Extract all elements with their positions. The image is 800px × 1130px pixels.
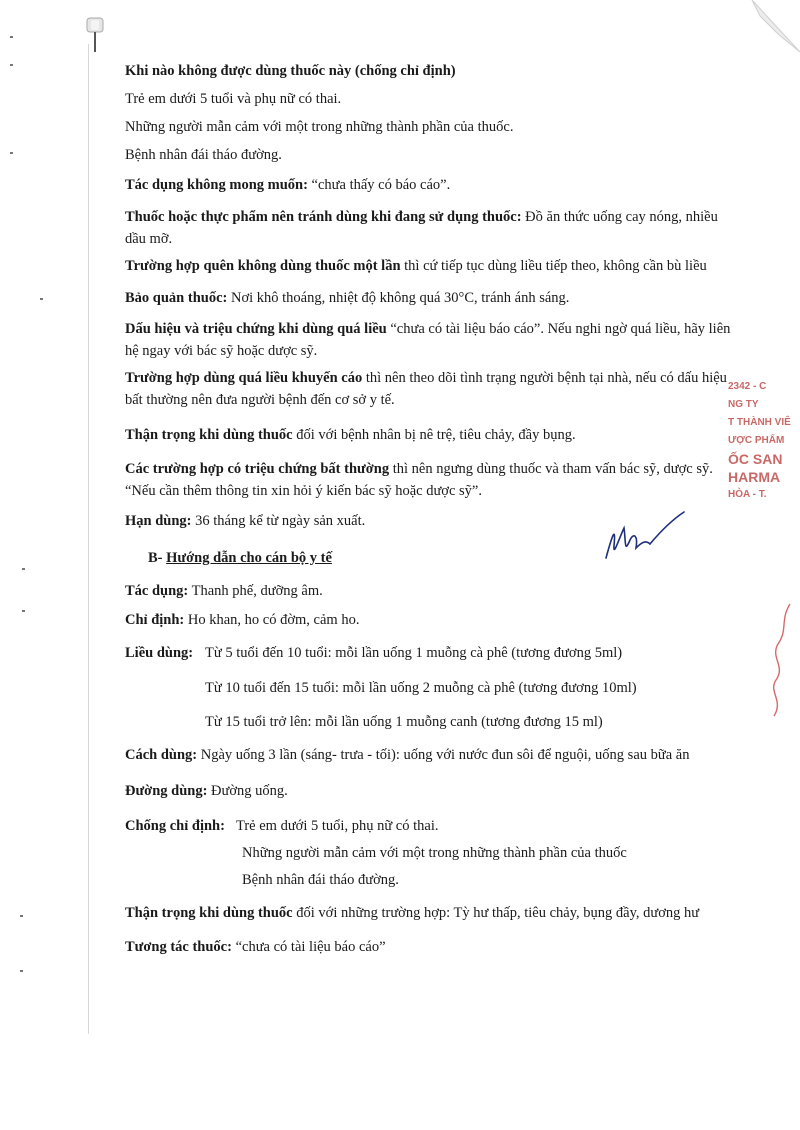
expiry-paragraph: Hạn dùng: 36 tháng kể từ ngày sản xuất. [125, 513, 366, 529]
stamp-text: ƯỢC PHẨM [728, 435, 785, 446]
overdose-signs-paragraph: Dấu hiệu và triệu chứng khi dùng quá liều “chưa có tài liệu báo cáo”. Nếu nghi ngờ quá liều, hãy liên hệ ngay với bác sỹ hoặc dược sỹ. [125, 321, 731, 359]
route-paragraph: Đường dùng: Đường uống. [125, 783, 288, 799]
abnormal-paragraph: Các trường hợp có triệu chứng bất thường thì nên ngưng dùng thuốc và tham vấn bác sỹ, dược sỹ. “Nếu cần thêm thông tin xin hỏi ý kiến bác sỹ hoặc dược sỹ”. [125, 461, 713, 499]
caution-paragraph: Thận trọng khi dùng thuốc đối với bệnh nhân bị nê trệ, tiêu chảy, đầy bụng. [125, 427, 576, 443]
scan-speck [10, 36, 13, 38]
stamp-text: ỐC SAN [728, 451, 783, 467]
handwritten-signature [598, 506, 688, 566]
usage-paragraph: Cách dùng: Ngày uống 3 lần (sáng- trưa - tối): uống với nước đun sôi để nguội, uống sau bữa ăn [125, 747, 690, 763]
scan-speck [10, 152, 13, 154]
scan-speck [10, 64, 13, 66]
stamp-text: HARMA [728, 469, 781, 485]
scan-speck [22, 568, 25, 570]
pushpin-icon [84, 16, 108, 56]
contra-line: Bệnh nhân đái tháo đường. [242, 872, 399, 888]
contraindication-line: Bệnh nhân đái tháo đường. [125, 147, 282, 163]
contraindication-heading: Khi nào không được dùng thuốc này (chống chỉ định) [125, 63, 456, 79]
dosage-line: Từ 5 tuổi đến 10 tuổi: mỗi lần uống 1 muỗng cà phê (tương đương 5ml) [205, 645, 623, 661]
stamp-text: T THÀNH VIÊ [728, 417, 791, 428]
section-b-heading: B- Hướng dẫn cho cán bộ y tế [148, 550, 332, 566]
caution-b-paragraph: Thận trọng khi dùng thuốc đối với những trường hợp: Tỳ hư thấp, tiêu chảy, bụng đầy, dương hư [125, 905, 700, 921]
contraindication-line: Những người mẫn cảm với một trong những thành phần của thuốc. [125, 119, 514, 135]
stamp-text: HÒA - T. [728, 489, 767, 500]
contraindication-line: Trẻ em dưới 5 tuổi và phụ nữ có thai. [125, 91, 342, 107]
scan-speck [22, 610, 25, 612]
scan-speck [40, 298, 43, 300]
storage-paragraph: Bảo quản thuốc: Nơi khô thoáng, nhiệt độ không quá 30°C, tránh ánh sáng. [125, 290, 570, 306]
indication-paragraph: Chỉ định: Ho khan, ho có đờm, cảm ho. [125, 612, 360, 628]
avoid-paragraph: Thuốc hoặc thực phẩm nên tránh dùng khi đang sử dụng thuốc: Đồ ăn thức uống cay nóng, nhiều dầu mỡ. [125, 209, 718, 247]
company-stamp [728, 378, 800, 538]
stamp-text: NG TY [728, 399, 759, 410]
stamp-text: 2342 - C [728, 381, 767, 392]
interaction-paragraph: Tương tác thuốc: “chưa có tài liệu báo cáo” [125, 939, 386, 955]
dosage-label: Liều dùng: [125, 645, 194, 661]
missed-dose-paragraph: Trường hợp quên không dùng thuốc một lần thì cứ tiếp tục dùng liều tiếp theo, không cần bù liều [125, 258, 707, 274]
dosage-line: Từ 10 tuổi đến 15 tuổi: mỗi lần uống 2 muỗng cà phê (tương đương 10ml) [205, 680, 637, 696]
effect-paragraph: Tác dụng: Thanh phế, dưỡng âm. [125, 583, 323, 599]
red-scribble-mark [760, 600, 796, 720]
scan-speck [20, 970, 23, 972]
dosage-line: Từ 15 tuổi trở lên: mỗi lần uống 1 muỗng canh (tương đương 15 ml) [205, 714, 603, 730]
scan-speck [20, 915, 23, 917]
contra-line: Trẻ em dưới 5 tuổi, phụ nữ có thai. [236, 818, 439, 834]
overdose-advice-paragraph: Trường hợp dùng quá liều khuyến cáo thì nên theo dõi tình trạng người bệnh tại nhà, nếu có dấu hiệu bất thường nên đưa người bệnh đến cơ sở y tế. [125, 370, 727, 408]
contra-label: Chống chỉ định: [125, 818, 225, 834]
contra-line: Những người mẫn cảm với một trong những thành phần của thuốc [242, 845, 627, 861]
page-edge-line [88, 44, 89, 1034]
folded-corner-icon [730, 0, 800, 70]
side-effects-paragraph: Tác dụng không mong muốn: “chưa thấy có báo cáo”. [125, 177, 451, 193]
